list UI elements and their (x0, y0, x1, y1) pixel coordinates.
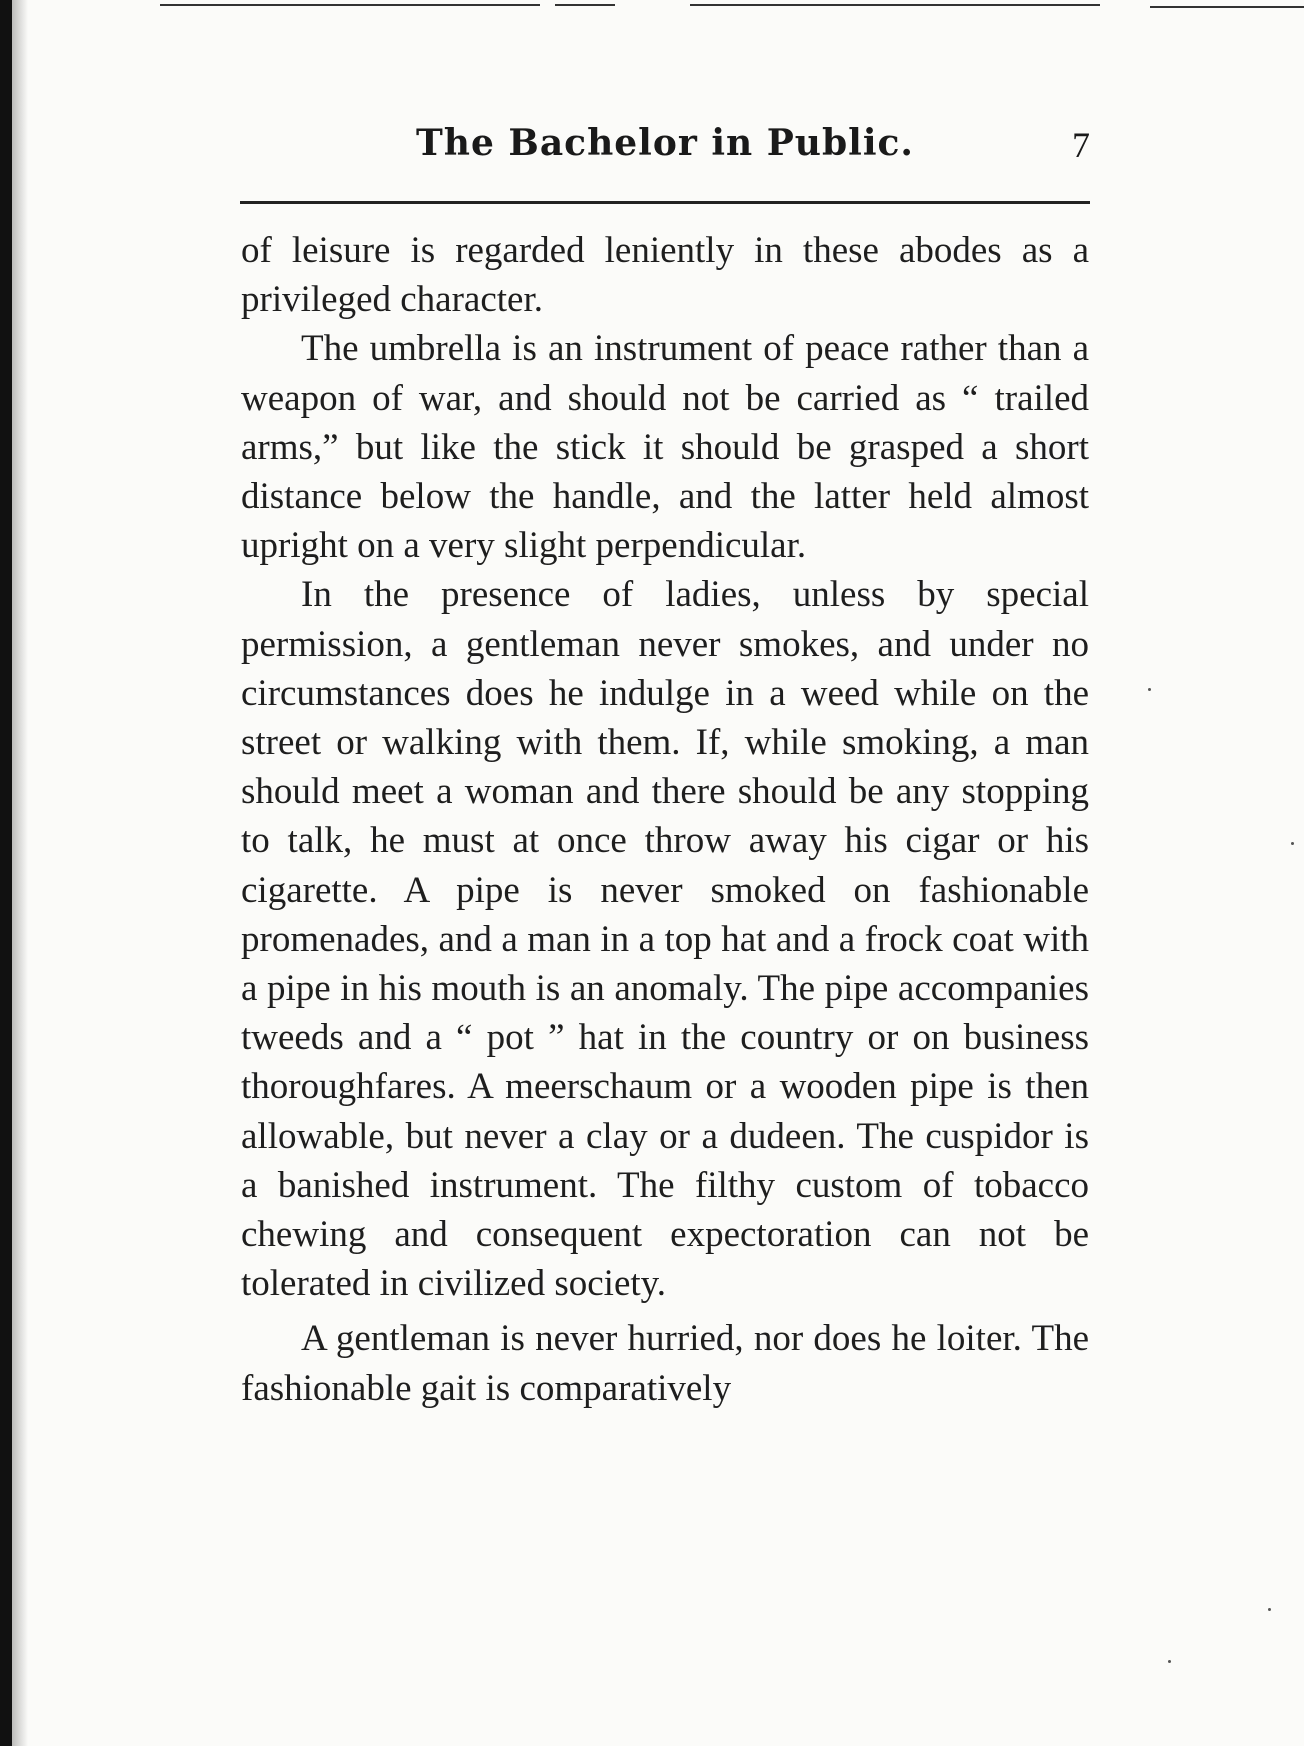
page-number: 7 (1072, 125, 1090, 165)
scan-speck (1268, 1608, 1271, 1611)
binding-gradient (12, 0, 28, 1746)
scan-edge-line (160, 4, 540, 6)
paragraph-smoking: In the presence of ladies, unless by special permission, a gentleman never smokes, and under no circumstances does he indulge in a weed while on the street or walking with them. If, while smoking, a man should meet a woman and there should be any stopping to talk, he must at once throw away his cigar or his cigarette. A pipe is never smoked on fashionable promenades, and a man in a top hat and a frock coat with a pipe in his mouth is an anomaly. The pipe accompanies tweeds and a “ pot ” hat in the country or on business thoroughfares. A meerschaum or a wooden pipe is then allowable, but never a clay or a dudeen. The cuspidor is a banished instrument. The filthy custom of tobacco chewing and consequent expectoration can not be tolerated in civilized society. (241, 574, 1089, 1305)
scan-speck (1168, 1660, 1171, 1663)
scan-edge-line (690, 4, 1100, 6)
binding-shadow (0, 0, 12, 1746)
scan-edge-line (555, 4, 615, 6)
paragraph-umbrella: The umbrella is an instrument of peace rather than a weapon of war, and should not be carried as “ trailed arms,” but like the stick it should be grasped a short distance below the handle, and the latter held almost upright on a very slight perpendicular. (241, 328, 1089, 567)
running-title: The Bachelor in Public. (416, 122, 914, 164)
page-header (240, 122, 1090, 184)
scan-speck (1148, 688, 1151, 691)
scan-edge-line (1150, 6, 1304, 8)
paragraph-gait: A gentleman is never hurried, nor does he loiter. The fashionable gait is comparatively (241, 1318, 1089, 1409)
paragraph-continuation: of leisure is regarded leniently in these abodes as a privileged character. (241, 230, 1089, 321)
body-text (241, 226, 1089, 1413)
scan-speck (1291, 842, 1294, 845)
header-rule (240, 201, 1090, 204)
